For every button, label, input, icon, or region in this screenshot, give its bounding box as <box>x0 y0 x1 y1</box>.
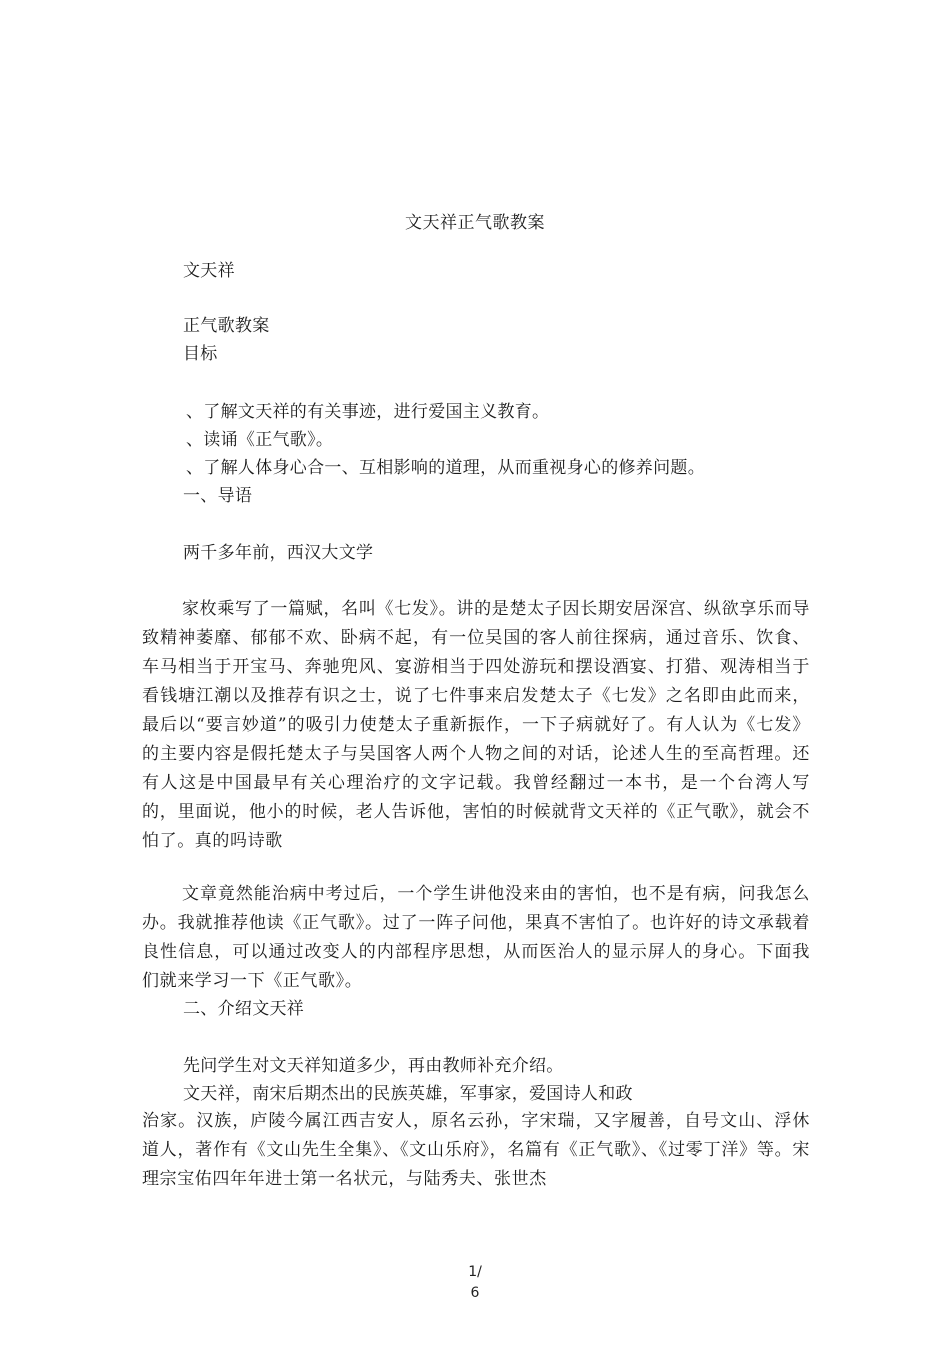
section-heading-intro: 一、导语 <box>183 486 253 506</box>
paragraph-qifa: 家枚乘写了一篇赋，名叫《七发》。讲的是楚太子因长期安居深宫、纵欲享乐而导致精神萎靡、郁郁不欢、卧病不起，有一位吴国的客人前往探病，通过音乐、饮食、车马相当于开宝马、奔驰兜风、宴游相当于四处游玩和摆设酒宴、打猎、观涛相当于看钱塘江潮以及推荐有识之士，说了七件事来启发楚太子《七发》之名即由此而来，最后以“要言妙道”的吸引力使楚太子重新振作，一下子病就好了。有人认为《七发》的主要内容是假托楚太子与吴国客人两个人物之间的对话，论述人生的至高哲理。还有人这是中国最早有关心理治疗的文字记载。我曾经翻过一本书，是一个台湾人写的，里面说，他小的时候，老人告诉他，害怕的时候就背文天祥的《正气歌》，就会不怕了。真的吗诗歌 <box>142 599 810 851</box>
page-number-top: 1/ <box>468 1264 482 1280</box>
paragraph-bio-first: 文天祥，南宋后期杰出的民族英雄，军事家，爱国诗人和政 <box>183 1084 633 1104</box>
paragraph-bio-rest: 治家。汉族，庐陵今属江西吉安人，原名云孙，字宋瑞，又字履善，自号文山、浮休道人，著作有《文山先生全集》、《文山乐府》，名篇有《正气歌》、《过零丁洋》等。宋理宗宝佑四年年进士第一名状元，与陆秀夫、张世杰 <box>142 1111 810 1189</box>
intro-line: 两千多年前，西汉大文学 <box>183 543 374 563</box>
goal-item-1: 、了解文天祥的有关事迹，进行爱国主义教育。 <box>186 402 550 422</box>
paragraph-question: 先问学生对文天祥知道多少，再由教师补充介绍。 <box>183 1056 564 1076</box>
goal-item-2: 、读诵《正气歌》。 <box>186 430 334 450</box>
page-number-bottom: 6 <box>470 1285 480 1301</box>
goal-item-3: 、了解人体身心合一、互相影响的道理，从而重视身心的修养问题。 <box>186 458 705 478</box>
paragraph-healing: 文章竟然能治病中考过后，一个学生讲他没来由的害怕，也不是有病，问我怎么办。我就推荐他读《正气歌》。过了一阵子问他，果真不害怕了。也许好的诗文承载着良性信息，可以通过改变人的内部程序思想，从而医治人的显示屏人的身心。下面我们就来学习一下《正气歌》。 <box>142 884 810 991</box>
subtitle: 正气歌教案 <box>183 316 270 336</box>
section-heading-biography: 二、介绍文天祥 <box>183 999 305 1019</box>
goal-heading: 目标 <box>183 344 218 364</box>
document-title: 文天祥正气歌教案 <box>405 213 545 233</box>
author-line: 文天祥 <box>183 261 235 281</box>
